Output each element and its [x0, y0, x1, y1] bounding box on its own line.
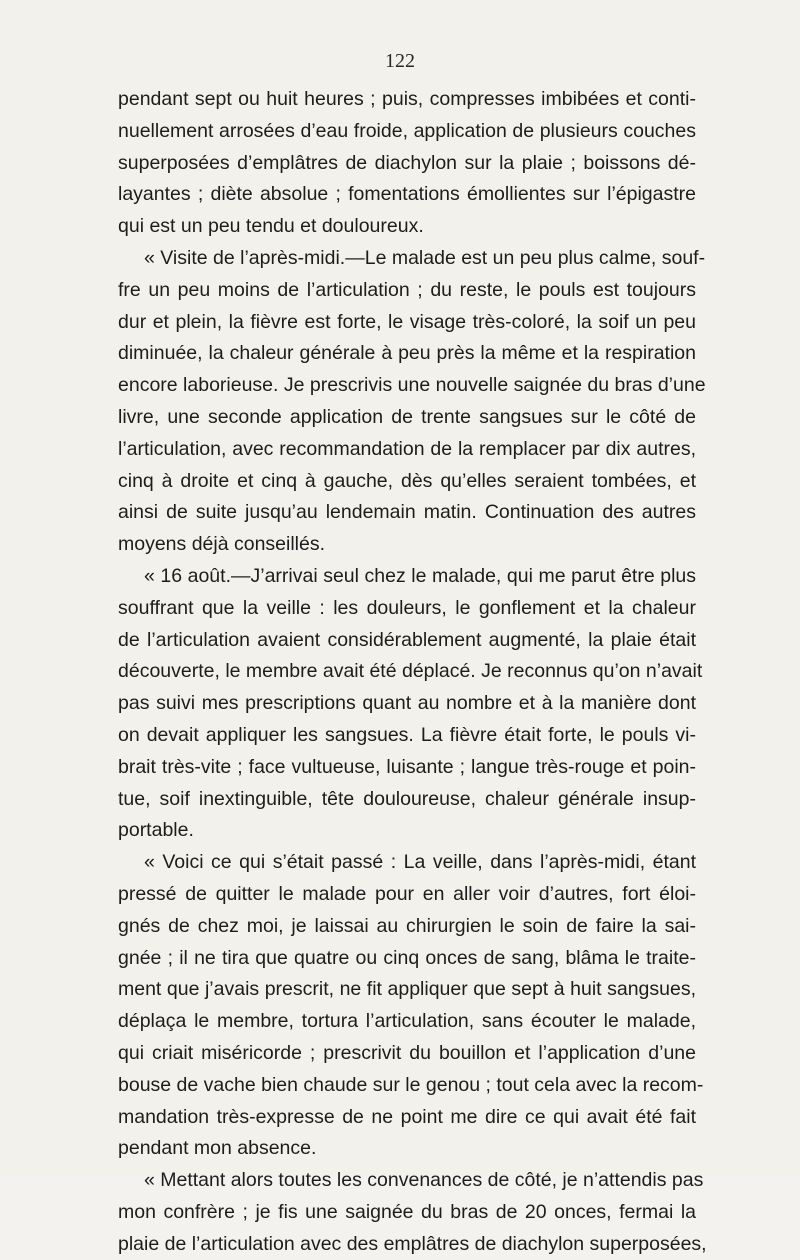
text-line: portable.: [118, 819, 194, 842]
text-line: ment que j’avais prescrit, ne fit appliquer que sept à huit sangsues,: [118, 978, 696, 1001]
text-line: découverte, le membre avait été déplacé. Je reconnus qu’on n’avait: [118, 660, 703, 683]
page-number: 122: [385, 50, 415, 72]
text-line: fre un peu moins de l’articulation ; du reste, le pouls est toujours: [118, 278, 696, 301]
text-line: diminuée, la chaleur générale à peu près la même et la respiration: [118, 342, 696, 365]
text-line: encore laborieuse. Je prescrivis une nouvelle saignée du bras d’une: [118, 374, 706, 397]
text-line: ainsi de suite jusqu’au lendemain matin. Continuation des autres: [118, 501, 696, 524]
text-line: livre, une seconde application de trente sangsues sur le côté de: [118, 405, 696, 428]
text-line: dur et plein, la fièvre est forte, le visage très-coloré, la soif un peu: [118, 310, 696, 333]
text-line: brait très-vite ; face vultueuse, luisante ; langue très-rouge et poin-: [118, 755, 696, 778]
text-line: l’articulation, avec recommandation de la remplacer par dix autres,: [118, 437, 696, 460]
text-line: de l’articulation avaient considérablement augmenté, la plaie était: [118, 628, 696, 651]
text-line: qui criait miséricorde ; prescrivit du bouillon et l’application d’une: [118, 1041, 696, 1064]
text-line: « 16 août.—J’arrivai seul chez le malade, qui me parut être plus: [144, 564, 696, 587]
text-line: bouse de vache bien chaude sur le genou ; tout cela avec la recom-: [118, 1073, 704, 1096]
text-line: mon confrère ; je fis une saignée du bras de 20 onces, fermai la: [118, 1200, 696, 1223]
text-line: qui est un peu tendu et douloureux.: [118, 215, 424, 238]
text-line: pressé de quitter le malade pour en aller voir d’autres, fort éloi-: [118, 882, 696, 905]
text-line: tue, soif inextinguible, tête douloureuse, chaleur générale insup-: [118, 787, 696, 810]
text-line: « Voici ce qui s’était passé : La veille, dans l’après-midi, étant: [144, 851, 696, 874]
text-line: gnée ; il ne tira que quatre ou cinq onces de sang, blâma le traite-: [118, 946, 696, 969]
text-line: pendant mon absence.: [118, 1137, 317, 1160]
text-line: on devait appliquer les sangsues. La fièvre était forte, le pouls vi-: [118, 723, 696, 746]
text-line: « Mettant alors toutes les convenances de côté, je n’attendis pas: [144, 1169, 704, 1192]
text-line: gnés de chez moi, je laissai au chirurgien le soin de faire la sai-: [118, 914, 696, 937]
text-line: cinq à droite et cinq à gauche, dès qu’elles seraient tombées, et: [118, 469, 696, 492]
text-line: layantes ; diète absolue ; fomentations émollientes sur l’épigastre: [118, 183, 696, 206]
text-line: « Visite de l’après-midi.—Le malade est un peu plus calme, souf-: [144, 246, 706, 269]
text-line: nuellement arrosées d’eau froide, application de plusieurs couches: [118, 119, 696, 142]
text-line: superposées d’emplâtres de diachylon sur la plaie ; boissons dé-: [118, 151, 696, 174]
text-line: pas suivi mes prescriptions quant au nombre et à la manière dont: [118, 692, 696, 715]
text-line: moyens déjà conseillés.: [118, 533, 326, 556]
text-line: mandation très-expresse de ne point me dire ce qui avait été fait: [118, 1105, 696, 1128]
text-line: déplaça le membre, tortura l’articulation, sans écouter le malade,: [118, 1010, 696, 1033]
body-text: [118, 84, 707, 1260]
text-line: plaie de l’articulation avec des emplâtres de diachylon superposées,: [118, 1232, 707, 1255]
text-line: pendant sept ou huit heures ; puis, compresses imbibées et conti-: [118, 88, 696, 110]
text-line: souffrant que la veille : les douleurs, le gonflement et la chaleur: [118, 596, 696, 619]
